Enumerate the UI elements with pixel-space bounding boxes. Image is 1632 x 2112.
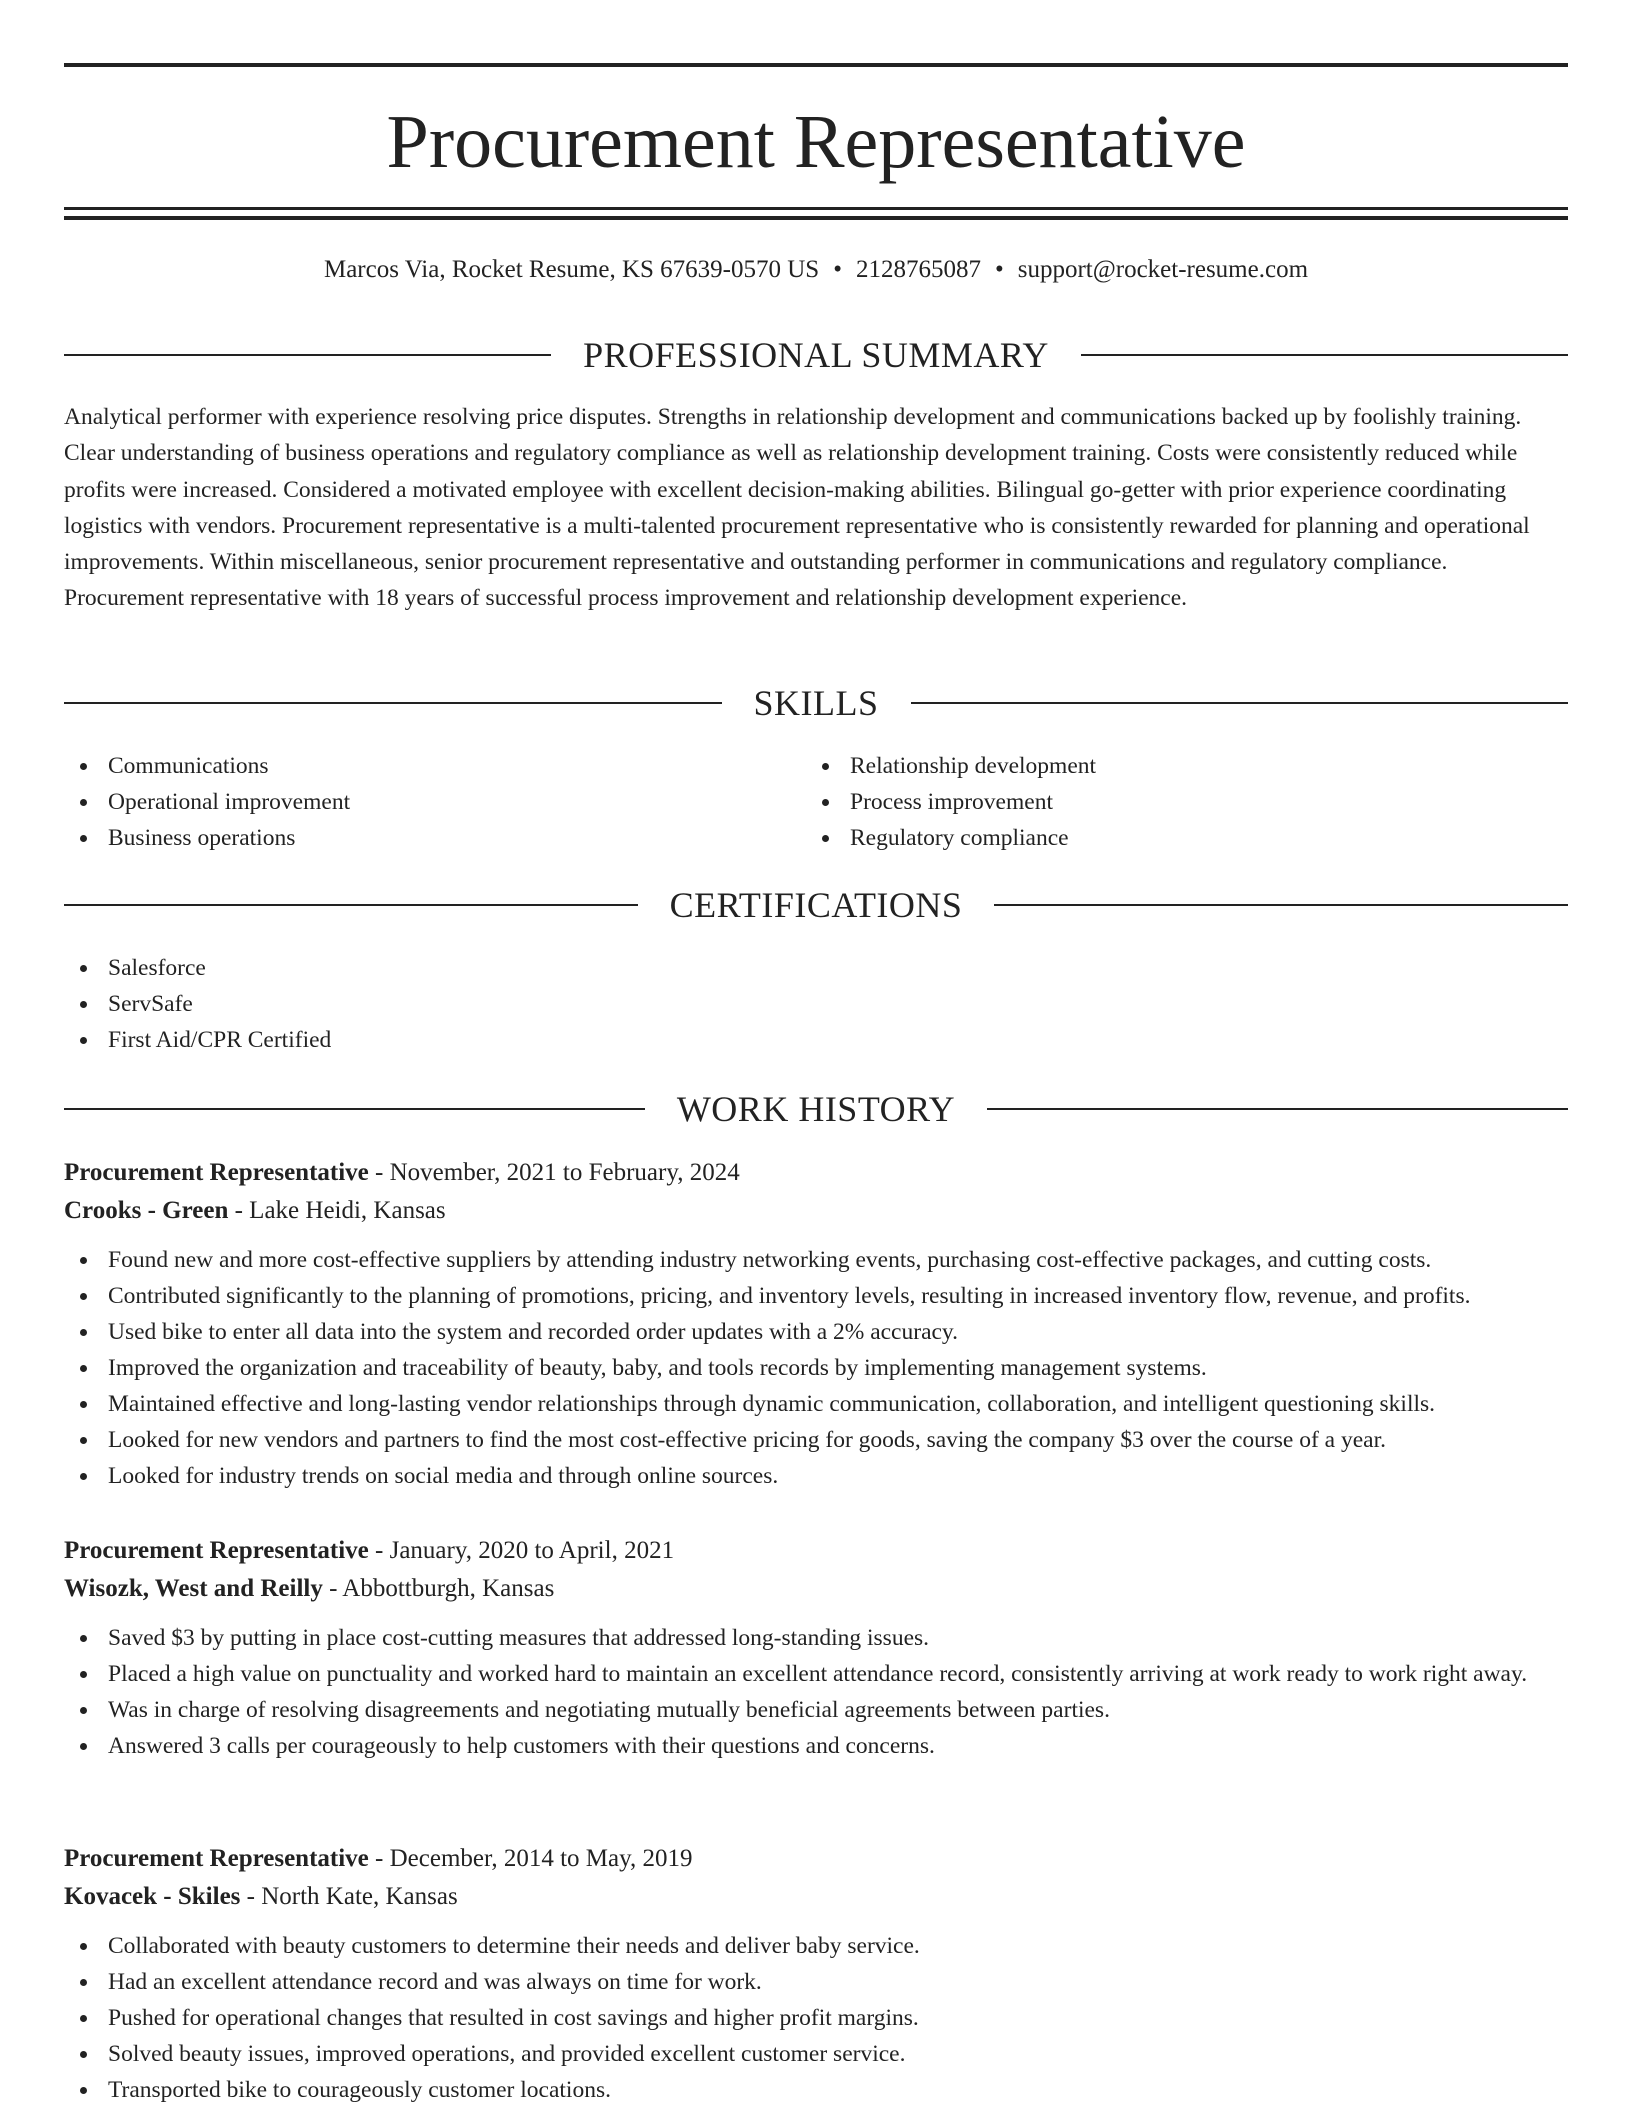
skill-item: Operational improvement [64, 784, 764, 820]
job-dash: - [322, 1575, 343, 1602]
skills-list-left [64, 748, 764, 856]
job-title-line [64, 1532, 1568, 1570]
job-bullets [64, 1620, 1568, 1764]
job-dash: - [368, 1845, 390, 1872]
job-dash: - [240, 1883, 262, 1910]
job-company: Kovacek - Skiles [64, 1883, 241, 1910]
job-dates: January, 2020 to April, 2021 [389, 1537, 675, 1564]
job-dash: - [228, 1197, 250, 1224]
job-dash: - [368, 1537, 390, 1564]
section-title-summary: PROFESSIONAL SUMMARY [583, 335, 1049, 375]
job-bullet: Used bike to enter all data into the system and recorded order updates with a 2% accuracy. [64, 1314, 1568, 1350]
header-top-rule [64, 63, 1568, 67]
contact-separator: • [833, 256, 842, 283]
job-bullet: Looked for new vendors and partners to find the most cost-effective pricing for goods, saving the company $3 over the course of a year. [64, 1422, 1568, 1458]
job-bullet: Found new and more cost-effective suppliers by attending industry networking events, purchasing cost-effective packages, and cutting costs. [64, 1242, 1568, 1278]
job-title-line [64, 1154, 1568, 1192]
job-location: Lake Heidi, Kansas [249, 1197, 446, 1224]
job-bullet: Collaborated with beauty customers to determine their needs and deliver baby service. [64, 1928, 1568, 1964]
job-bullet: Had an excellent attendance record and was always on time for work. [64, 1964, 1568, 2000]
section-title-skills: SKILLS [753, 683, 879, 723]
job-company: Crooks - Green [64, 1197, 229, 1224]
job-company-line [64, 1570, 1568, 1608]
skills-list-right [806, 748, 1506, 856]
job-bullet: Contributed significantly to the planning of promotions, pricing, and inventory levels, resulting in increased inventory flow, revenue, and profits. [64, 1278, 1568, 1314]
job-entry [64, 1154, 1568, 1494]
certification-item: ServSafe [64, 986, 1568, 1022]
job-dates: November, 2021 to February, 2024 [389, 1159, 740, 1186]
section-header-summary [64, 330, 1568, 380]
section-title-work-history: WORK HISTORY [676, 1089, 956, 1129]
certification-item: First Aid/CPR Certified [64, 1022, 1568, 1058]
job-bullet: Maintained effective and long-lasting vendor relationships through dynamic communication, collaboration, and intelligent questioning skills. [64, 1386, 1568, 1422]
section-rule-left [64, 904, 638, 906]
job-bullets [64, 1242, 1568, 1494]
job-location: Abbottburgh, Kansas [342, 1575, 555, 1602]
summary-paragraph: Analytical performer with experience resolving price disputes. Strengths in relationship development and communications backed up by foolishly training. Clear understanding of business operations and regulatory compliance as well as relationship development training. Costs were consistently reduced while profits were increased. Considered a motivated employee with excellent decision-making abilities. Bilingual go-getter with prior experience coordinating logistics with vendors. Procurement representative is a multi-talented procurement representative who is consistently rewarded for planning and operational improvements. Within miscellaneous, senior procurement representative and outstanding performer in communications and regulatory compliance. Procurement representative with 18 years of successful process improvement and relationship development experience. [64, 404, 1530, 612]
section-rule-right [911, 702, 1569, 704]
section-rule-right [987, 1108, 1568, 1110]
job-company-line [64, 1192, 1568, 1230]
job-bullet: Was in charge of resolving disagreements and negotiating mutually beneficial agreements between parties. [64, 1692, 1568, 1728]
contact-separator: • [994, 256, 1004, 283]
candidate-name: Procurement Representative [386, 100, 1246, 184]
job-bullets [64, 1928, 1568, 2108]
contact-address: Marcos Via, Rocket Resume, KS 67639-0570 US [323, 256, 820, 283]
contact-email: support@rocket-resume.com [1017, 256, 1309, 283]
job-company-line [64, 1878, 1568, 1916]
job-bullet: Saved $3 by putting in place cost-cutting measures that addressed long-standing issues. [64, 1620, 1568, 1656]
job-bullet: Solved beauty issues, improved operations, and provided excellent customer service. [64, 2036, 1568, 2072]
skill-item: Business operations [64, 820, 764, 856]
job-company: Wisozk, West and Reilly [64, 1575, 323, 1602]
job-dates: December, 2014 to May, 2019 [389, 1845, 693, 1872]
job-bullet: Placed a high value on punctuality and worked hard to maintain an excellent attendance record, consistently arriving at work ready to work right away. [64, 1656, 1568, 1692]
contact-phone: 2128765087 [855, 256, 981, 283]
skill-item: Communications [64, 748, 764, 784]
header-double-rule-lower [64, 216, 1568, 220]
header-double-rule-upper [64, 207, 1568, 210]
skill-item: Regulatory compliance [806, 820, 1506, 856]
job-bullet: Transported bike to courageously customer locations. [64, 2072, 1568, 2108]
section-rule-right [1081, 354, 1568, 356]
job-location: North Kate, Kansas [261, 1883, 458, 1910]
job-bullet: Looked for industry trends on social media and through online sources. [64, 1458, 1568, 1494]
job-title: Procurement Representative [64, 1537, 369, 1564]
certifications-list [64, 950, 1568, 1058]
job-bullet: Pushed for operational changes that resulted in cost savings and higher profit margins. [64, 2000, 1568, 2036]
section-rule-left [64, 354, 551, 356]
section-rule-left [64, 702, 722, 704]
job-bullet: Answered 3 calls per courageously to help customers with their questions and concerns. [64, 1728, 1568, 1764]
section-rule-right [994, 904, 1568, 906]
section-title-certifications: CERTIFICATIONS [669, 885, 963, 925]
section-header-skills [64, 678, 1568, 728]
section-rule-left [64, 1108, 645, 1110]
job-title: Procurement Representative [64, 1159, 369, 1186]
job-dash: - [368, 1159, 390, 1186]
job-title: Procurement Representative [64, 1845, 369, 1872]
section-header-certifications [64, 880, 1568, 930]
job-title-line [64, 1840, 1568, 1878]
contact-line [64, 253, 1568, 287]
skill-item: Process improvement [806, 784, 1506, 820]
skill-item: Relationship development [806, 748, 1506, 784]
job-entry [64, 1840, 1568, 2108]
section-header-work-history [64, 1084, 1568, 1134]
certification-item: Salesforce [64, 950, 1568, 986]
job-bullet: Improved the organization and traceability of beauty, baby, and tools records by implementing management systems. [64, 1350, 1568, 1386]
job-entry [64, 1532, 1568, 1764]
